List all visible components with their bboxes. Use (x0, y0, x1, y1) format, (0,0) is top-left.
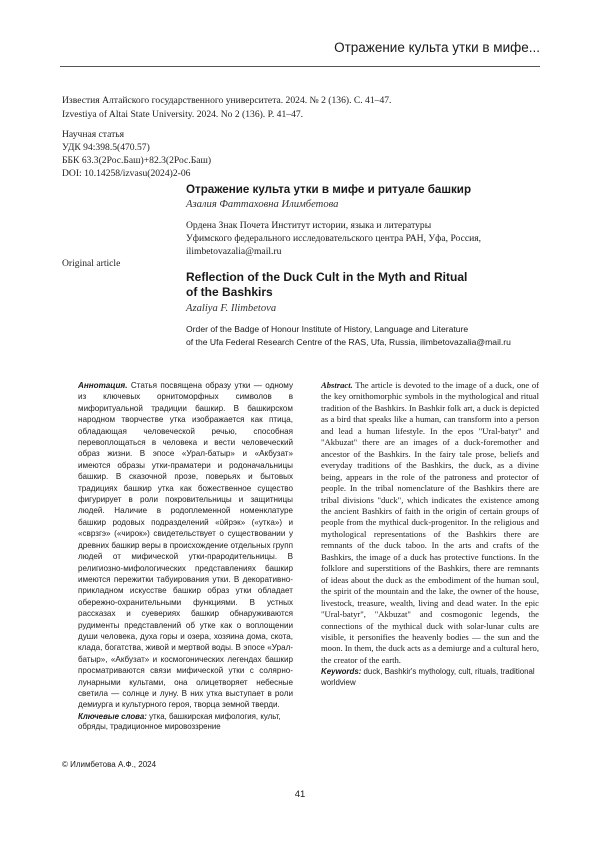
author-en: Azaliya F. Ilimbetova (186, 303, 277, 314)
email-ru: ilimbetovazalia@mail.ru (186, 246, 282, 257)
affiliation-ru-line2: Уфимского федерального исследовательского центра РАН, Уфа, Россия, (186, 233, 482, 244)
citation-en: Izvestiya of Altai State University. 2024. No 2 (136). P. 41–47. (62, 109, 304, 120)
abstract-ru-column (78, 380, 293, 733)
page-number: 41 (294, 789, 306, 800)
keywords-ru-label: Ключевые слова: (78, 711, 147, 721)
citation-ru: Известия Алтайского государственного университета. 2024. № 2 (136). С. 41–47. (62, 95, 392, 106)
running-head-title: Отражение культа утки в мифе... (334, 40, 540, 55)
abstract-ru-label: Аннотация. (78, 381, 128, 390)
keywords-en-text: duck, Bashkir's mythology, cult, rituals, traditional worldview (321, 667, 535, 687)
keywords-ru-text: утка, башкирская мифология, культ, обряды, традиционное мировоззрение (78, 711, 281, 732)
affiliation-en-line2: of the Ufa Federal Research Centre of the RAS, Ufa, Russia, ilimbetovazalia@mail.ru (186, 337, 511, 347)
abstract-ru-text: Статья посвящена образу утки — одному из ключевых орнитоморфных символов в мифоритуальной традиции башкир. В башкирском народном творчестве утка изображается как птица, обладающая человеческой речью, способная перевоплощаться в человека и вести человеческий образ жизни. В эпосе «Урал-батыр» и «Акбузат» имеются образы утки-праматери и родоначальницы башкир. В сказочной прозе, поверьях и бытовых традициях башкир утка как божественное существо фигурирует в роли покровительницы и защитницы людей. Наличие в родоплеменной номенклатуре башкир родовых подразделений «ϋйрэк» («утка») и «сврзгэ» («чирок») свидетельствует о существовании у древних башкир веры в происхождение отдельных групп людей от мифической утки-прародительницы. В религиозно-мифологических представлениях башкир имеются пережитки табуирования утки. В декоративно-прикладном искусстве башкир образ утки обладает обережно-охранительными функциями. В устных рассказах и суевериях башкир обнаруживаются рудименты представлений об утке как о воплощении души человека, духа горы и озера, хозяина дома, скота, клада, богатства, живой и мертвой воды. В эпосе «Урал-батыр», «Акбузат» и космогонических легендах башкир просматриваются связи мифической утки с солярно-лунарными культами, она олицетворяет небесные светила — солнце и луну. В них утка выступает в роли демиурга и культурного героя, творца земной тверди. (78, 381, 294, 710)
article-type-en: Original article (62, 258, 121, 269)
article-type-ru: Научная статья (62, 129, 125, 140)
title-ru: Отражение культа утки в мифе и ритуале башкир (186, 183, 472, 196)
udk: УДК 94:398.5(470.57) (62, 142, 150, 153)
title-en-line1: Reflection of the Duck Cult in the Myth and Ritual (186, 270, 468, 284)
copyright: © Илимбетова А.Ф., 2024 (62, 760, 157, 769)
affiliation-ru-line1: Ордена Знак Почета Институт истории, языка и литературы (186, 220, 432, 231)
abstract-en-column (321, 380, 539, 689)
bbk: ББК 63.3(2Рос.Баш)+82.3(2Рос.Баш) (62, 155, 212, 166)
doi: DOI: 10.14258/izvasu(2024)2-06 (62, 168, 191, 179)
affiliation-en-line1: Order of the Badge of Honour Institute of History, Language and Literature (186, 324, 469, 334)
title-en-line2: of the Bashkirs (186, 285, 273, 299)
running-header (60, 40, 540, 60)
abstract-en-text: The article is devoted to the image of a duck, one of the key ornithomorphic symbols in the mythological and ritual tradition of the Bashkirs. In Bashkir folk art, a duck is depicted as a bird that speaks like a human, can transform into a person and lead a human lifestyle. In the epos "Ural-batyr" and "Akbuzat" there are an images of a duck-foremother and ancestor of the Bashkirs. In the fairy tale prose, beliefs and everyday traditions of the Bashkirs, the duck, as a divine being, appears in the role of the patroness and protector of people. In the tribal nomenclature of the Bashkirs there are tribal divisions "duck", which indicates the existence among the ancient Bashkirs of faith in the origin of certain groups of people from the mythical duck-progenitor. In the religious and mythological representations of the Bashkirs there are remnants of the duck taboo. In the arts and crafts of the Bashkirs, the image of a duck has protective functions. In the folklore and superstitions of the Bashkirs, there are remnants of ideas about the duck as the embodiment of the human soul, the spirit of the mountain and the lake, the owner of the house, livestock, treasure, wealth, living and dead water. In the epic "Ural-batyr", "Akbuzat" and cosmogonic legends, the connections of the mythical duck with solar-lunar cults are visible, it personifies the heavenly bodies — the sun and the moon. In them, the duck acts as a demiurge and a cultural hero, the creator of the earth. (321, 380, 539, 665)
keywords-en (321, 667, 539, 688)
author-ru: Азалия Фаттаховна Илимбетова (186, 199, 339, 210)
abstract-en-label: Abstract. (321, 380, 353, 390)
keywords-ru (78, 712, 293, 733)
header-rule (60, 66, 540, 67)
keywords-en-label: Keywords: (321, 667, 362, 677)
